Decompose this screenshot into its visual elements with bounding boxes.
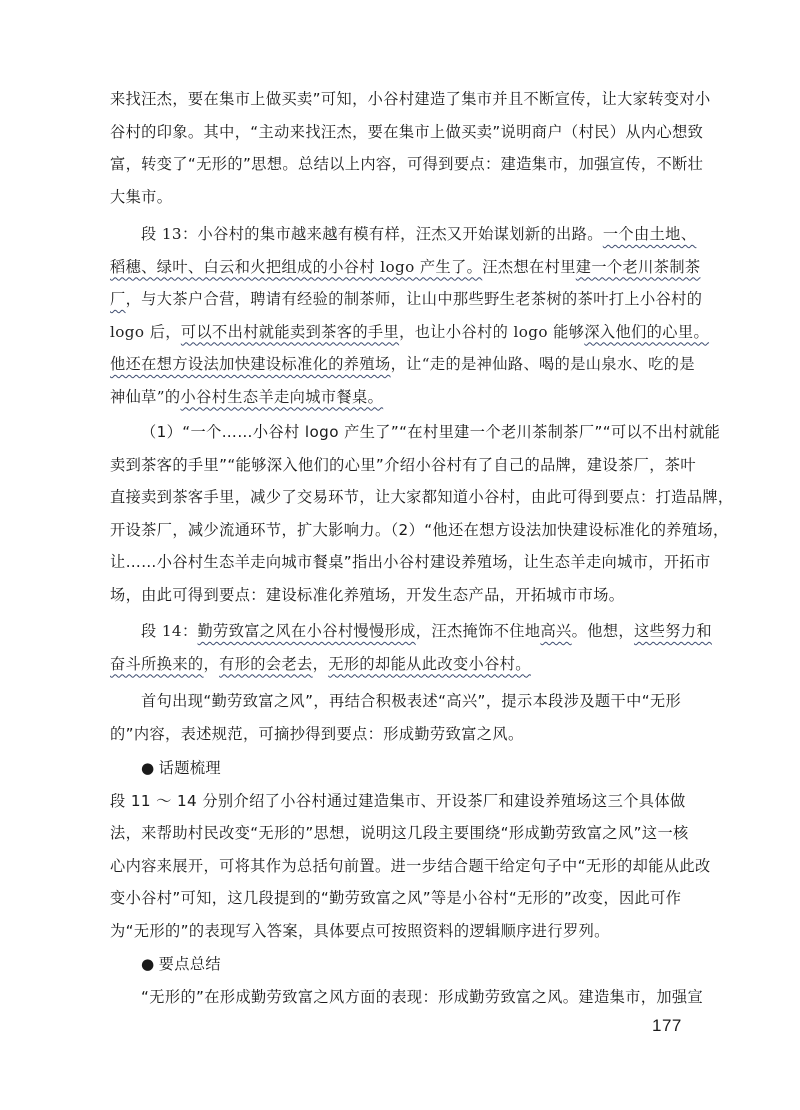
text-segment: 汪杰想在村里 bbox=[482, 257, 576, 276]
text-line bbox=[110, 615, 712, 648]
underlined-phrase: 勤劳致富之风在小谷村慢慢形成 bbox=[197, 622, 416, 640]
bullet-icon: ● bbox=[141, 955, 155, 973]
text-line: 场，由此可得到要点：建设标准化养殖场，开发生态产品，开拓城市市场。 bbox=[110, 585, 625, 604]
text-segment: ，也让小谷村的 logo 能够 bbox=[399, 322, 585, 341]
underlined-phrase: 深入他们的心里。 bbox=[584, 322, 710, 341]
underlined-phrase: 厂 bbox=[110, 290, 126, 308]
text-line: 让……小谷村生态羊走向城市餐桌”指出小谷村建设养殖场，让生态羊走向城市，开拓市 bbox=[110, 553, 711, 571]
underlined-phrase: 奋斗所换来的 bbox=[110, 654, 204, 673]
analysis13-paragraph bbox=[110, 416, 734, 611]
text-line bbox=[110, 348, 695, 381]
text-line: 变小谷村”可知，这几段提到的“勤劳致富之风”等是小谷村“无形的”改变，因此可作 bbox=[110, 889, 682, 907]
text-line bbox=[110, 251, 701, 284]
duan14-paragraph bbox=[110, 615, 712, 680]
text-segment: ，汪杰掩饰不住地 bbox=[415, 622, 541, 640]
text-line bbox=[110, 316, 710, 349]
heading-text: 话题梳理 bbox=[158, 759, 222, 777]
text-segment: logo 后， bbox=[110, 322, 181, 341]
text-line: 法，来帮助村民改变“无形的”思想，说明这几段主要围绕“形成勤劳致富之风”这一核 bbox=[110, 824, 689, 842]
text-line: “无形的”在形成勤劳致富之风方面的表现：形成勤劳致富之风。建造集市，加强宣 bbox=[141, 987, 704, 1006]
section-heading bbox=[110, 752, 690, 785]
page-number: 177 bbox=[652, 1016, 682, 1035]
bullet-icon: ● bbox=[141, 759, 155, 777]
text-line: 首句出现“勤劳致富之风”，再结合积极表述“高兴”，提示本段涉及题干中“无形 bbox=[141, 692, 682, 710]
text-line: 开设茶厂，减少流通环节，扩大影响力。（2）“他还在想方设法加快建设标准化的养殖场， bbox=[110, 520, 729, 539]
text-line: 来找汪杰，要在集市上做买卖”可知，小谷村建造了集市并且不断宣传，让大家转变对小 bbox=[110, 90, 711, 108]
text-segment: 段 14： bbox=[141, 622, 198, 640]
intro-paragraph bbox=[110, 83, 711, 213]
text-line: 谷村的印象。其中，“主动来找汪杰，要在集市上做买卖”说明商户（村民）从内心想致 bbox=[110, 122, 704, 141]
underlined-phrase: 高兴 bbox=[540, 622, 572, 640]
text-segment: 。他想， bbox=[571, 622, 635, 640]
topic-section bbox=[110, 752, 711, 947]
text-line: 的”内容，表述规范，可摘抄得到要点：形成勤劳致富之风。 bbox=[110, 724, 524, 743]
text-line: 大集市。 bbox=[110, 187, 173, 206]
text-line bbox=[110, 218, 697, 251]
text-line: 心内容来展开，可将其作为总括句前置。进一步结合题干给定句子中“无形的却能从此改 bbox=[110, 856, 711, 875]
underlined-phrase: 有形的会老去 bbox=[219, 654, 313, 673]
text-segment: ， bbox=[312, 654, 329, 673]
underlined-phrase: 他还在想方设法加快建设标准化的养殖场 bbox=[110, 355, 391, 373]
underlined-phrase: 一个由土地、 bbox=[602, 225, 697, 243]
text-line bbox=[110, 283, 703, 316]
text-segment: ，让“走的是神仙路、喝的是山泉水、吃的是 bbox=[390, 355, 695, 373]
underlined-phrase: 这些努力和 bbox=[634, 622, 712, 640]
text-segment: ， bbox=[203, 654, 220, 673]
heading-text: 要点总结 bbox=[158, 955, 222, 973]
text-line bbox=[110, 648, 690, 681]
text-line bbox=[110, 381, 690, 414]
text-segment: ，与大茶户合营，聘请有经验的制茶师，让山中那些野生老茶树的茶叶打上小谷村的 bbox=[125, 290, 703, 308]
summary-section bbox=[110, 948, 704, 1013]
duan13-paragraph bbox=[110, 218, 710, 413]
underlined-phrase: 可以不出村就能卖到茶客的手里 bbox=[180, 322, 400, 341]
analysis14-paragraph bbox=[110, 685, 690, 750]
text-segment: 神仙草”的 bbox=[110, 387, 181, 406]
text-line: 直接卖到茶客手里，减少了交易环节，让大家都知道小谷村，由此可得到要点：打造品牌， bbox=[110, 488, 734, 506]
section-heading bbox=[110, 948, 690, 981]
text-line: 卖到茶客的手里”“能够深入他们的心里”介绍小谷村有了自己的品牌，建设茶厂，茶叶 bbox=[110, 455, 696, 474]
text-line: （1）“一个……小谷村 logo 产生了”“在村里建一个老川茶制茶厂”“可以不出村就能 bbox=[141, 423, 721, 441]
text-line: 富，转变了“无形的”思想。总结以上内容，可得到要点：建造集市，加强宣传，不断壮 bbox=[110, 155, 704, 173]
underlined-phrase: 建一个老川茶制茶 bbox=[575, 257, 701, 276]
text-line: 段 11 ～ 14 分别介绍了小谷村通过建造集市、开设茶厂和建设养殖场这三个具体做 bbox=[110, 791, 686, 810]
underlined-phrase: 小谷村生态羊走向城市餐桌。 bbox=[180, 387, 384, 406]
underlined-phrase: 稻穗、绿叶、白云和火把组成的小谷村 logo 产生了。 bbox=[110, 257, 483, 276]
underlined-phrase: 无形的却能从此改变小谷村。 bbox=[328, 654, 531, 673]
text-line: 为“无形的”的表现写入答案，具体要点可按照资料的逻辑顺序进行罗列。 bbox=[110, 921, 610, 940]
text-segment: 段 13：小谷村的集市越来越有模有样，汪杰又开始谋划新的出路。 bbox=[141, 225, 603, 243]
